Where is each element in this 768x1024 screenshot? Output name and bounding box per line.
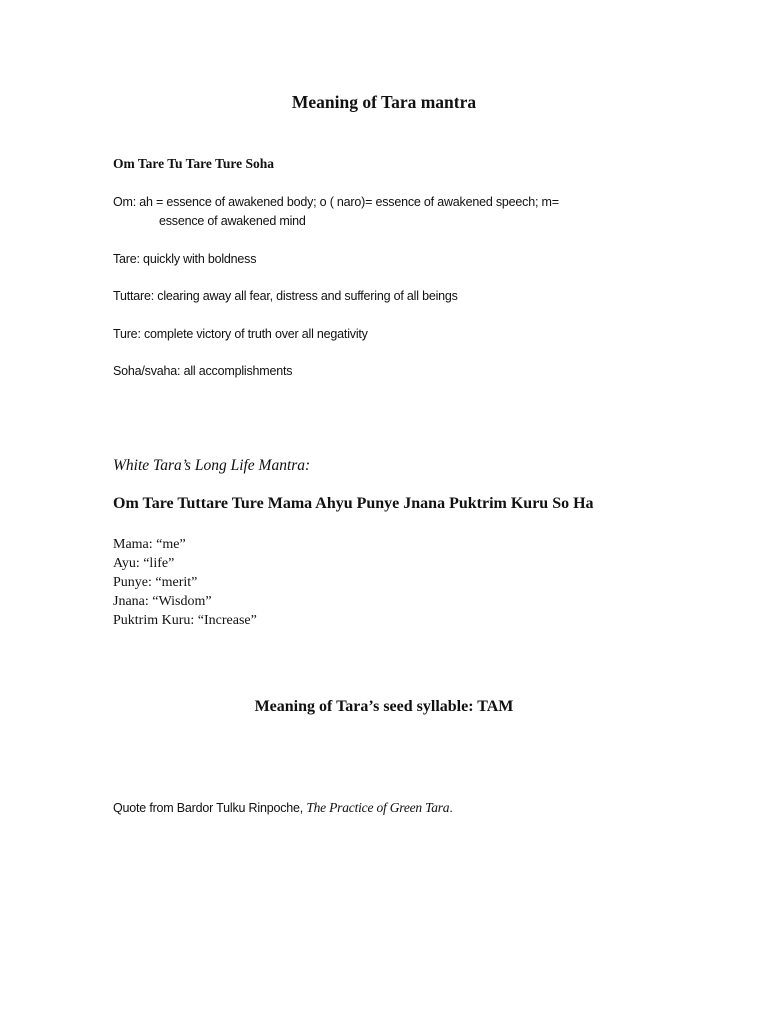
glossary-mama: Mama: “me” <box>113 537 186 552</box>
meaning-om-line2: essence of awakened mind <box>159 214 306 228</box>
seed-syllable-heading: Meaning of Tara’s seed syllable: TAM <box>254 698 514 715</box>
glossary-ayu: Ayu: “life” <box>113 556 175 571</box>
quote-prefix: Quote from Bardor Tulku Rinpoche, <box>113 801 307 815</box>
quote-book-title: The Practice of Green Tara <box>306 800 450 815</box>
meaning-om-line1: Om: ah = essence of awakened body; o ( naro)= essence of awakened speech; m= <box>113 195 559 209</box>
long-life-mantra: Om Tare Tuttare Ture Mama Ahyu Punye Jnana Puktrim Kuru So Ha <box>113 495 594 512</box>
glossary-jnana: Jnana: “Wisdom” <box>113 594 212 609</box>
meaning-tare: Tare: quickly with boldness <box>113 252 257 266</box>
quote-suffix: . <box>449 801 453 815</box>
meaning-ture: Ture: complete victory of truth over all negativity <box>113 327 368 341</box>
glossary-puktrim-kuru: Puktrim Kuru: “Increase” <box>113 613 257 628</box>
page-title: Meaning of Tara mantra <box>291 92 477 112</box>
quote-attribution <box>113 800 453 816</box>
short-mantra: Om Tare Tu Tare Ture Soha <box>113 156 274 171</box>
meaning-tuttare: Tuttare: clearing away all fear, distress and suffering of all beings <box>113 289 458 303</box>
white-tara-heading: White Tara’s Long Life Mantra: <box>113 457 311 474</box>
glossary-punye: Punye: “merit” <box>113 575 198 590</box>
meaning-soha: Soha/svaha: all accomplishments <box>113 364 293 378</box>
